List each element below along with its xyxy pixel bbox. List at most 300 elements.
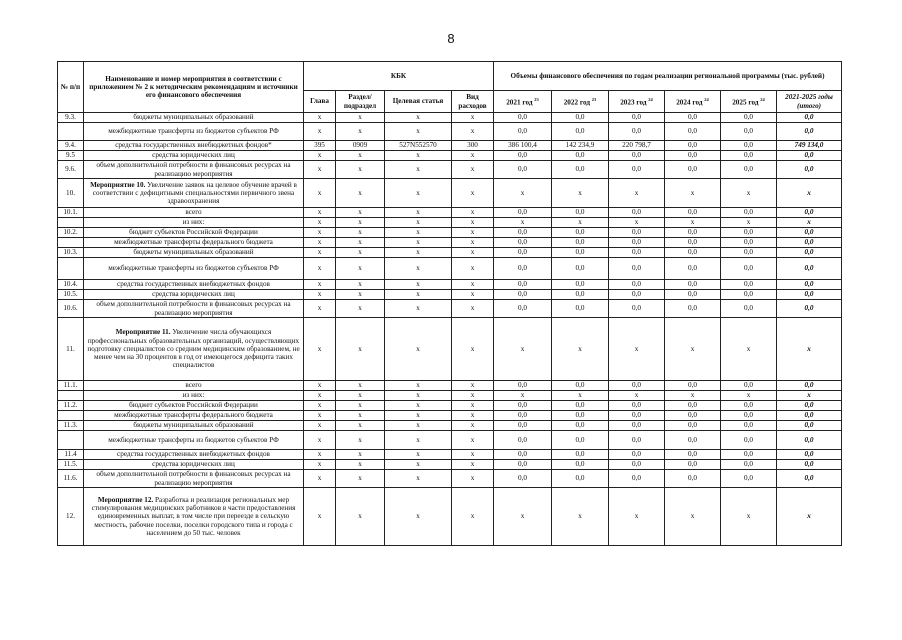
row-number: 11.4: [58, 450, 84, 460]
cell-vid: х: [452, 280, 494, 290]
cell-y2025: 0,0: [721, 238, 777, 248]
row-number: 10.1.: [58, 208, 84, 218]
cell-y2022: 0,0: [552, 151, 609, 161]
header-year-2022: 2022 год $^{23}$: [552, 91, 609, 113]
cell-vid: х: [452, 488, 494, 546]
cell-razdel: х: [336, 151, 385, 161]
cell-glava: 395: [304, 141, 336, 151]
cell-y2022: 0,0: [552, 470, 609, 488]
cell-y2024: 0,0: [665, 280, 721, 290]
header-kbk-razdel: Раздел/ подраздел: [336, 91, 385, 113]
row-name: бюджет субъектов Российской Федерации: [84, 228, 304, 238]
table-row: [58, 411, 842, 421]
table-row: [58, 113, 842, 123]
cell-y2022: х: [552, 318, 609, 381]
cell-y2023: 0,0: [609, 258, 665, 280]
row-number: 11.2.: [58, 401, 84, 411]
row-number: 9.4.: [58, 141, 84, 151]
cell-statya: х: [385, 300, 452, 318]
cell-y2023: 0,0: [609, 411, 665, 421]
table-row: [58, 470, 842, 488]
cell-y2022: 0,0: [552, 280, 609, 290]
cell-vid: х: [452, 381, 494, 391]
cell-razdel: х: [336, 450, 385, 460]
cell-y2021: 0,0: [494, 258, 552, 280]
row-name: межбюджетные трансферты из бюджетов субъектов РФ: [84, 431, 304, 450]
cell-razdel: 0909: [336, 141, 385, 151]
table-row: [58, 460, 842, 470]
table-row: [58, 300, 842, 318]
cell-y2025: 0,0: [721, 113, 777, 123]
cell-y2023: 0,0: [609, 450, 665, 460]
cell-razdel: х: [336, 391, 385, 401]
table-row: [58, 161, 842, 179]
row-number: 10.3.: [58, 248, 84, 258]
cell-total: 0,0: [777, 248, 842, 258]
page-number: 8: [447, 31, 455, 46]
cell-y2025: 0,0: [721, 258, 777, 280]
cell-vid: х: [452, 421, 494, 431]
row-number: [58, 411, 84, 421]
cell-y2022: 0,0: [552, 431, 609, 450]
cell-vid: х: [452, 300, 494, 318]
cell-total: 0,0: [777, 258, 842, 280]
row-name: средства юридических лиц: [84, 460, 304, 470]
cell-glava: х: [304, 318, 336, 381]
table-row: [58, 218, 842, 228]
cell-total: 0,0: [777, 113, 842, 123]
cell-total: 0,0: [777, 421, 842, 431]
row-name: объем дополнительной потребности в финансовых ресурсах на реализацию мероприятия: [84, 161, 304, 179]
cell-total: 0,0: [777, 123, 842, 141]
cell-razdel: х: [336, 248, 385, 258]
cell-total: х: [777, 179, 842, 208]
cell-glava: х: [304, 411, 336, 421]
cell-y2023: 0,0: [609, 381, 665, 391]
cell-y2025: 0,0: [721, 460, 777, 470]
cell-total: х: [777, 488, 842, 546]
cell-y2021: 0,0: [494, 280, 552, 290]
cell-y2023: 0,0: [609, 123, 665, 141]
cell-y2021: 0,0: [494, 248, 552, 258]
cell-vid: х: [452, 290, 494, 300]
cell-y2025: 0,0: [721, 431, 777, 450]
header-kbk-glava: Глава: [304, 91, 336, 113]
header-kbk-statya: Целевая статья: [385, 91, 452, 113]
cell-y2024: х: [665, 391, 721, 401]
footnote-ref: 24: [760, 96, 765, 102]
cell-y2025: х: [721, 488, 777, 546]
cell-vid: х: [452, 161, 494, 179]
cell-total: 0,0: [777, 228, 842, 238]
cell-statya: х: [385, 401, 452, 411]
row-name: из них:: [84, 218, 304, 228]
cell-y2022: 0,0: [552, 123, 609, 141]
cell-y2024: 0,0: [665, 161, 721, 179]
row-name: объем дополнительной потребности в финансовых ресурсах на реализацию мероприятия: [84, 300, 304, 318]
cell-y2025: 0,0: [721, 421, 777, 431]
cell-y2021: 0,0: [494, 208, 552, 218]
cell-razdel: х: [336, 411, 385, 421]
cell-y2022: 0,0: [552, 460, 609, 470]
cell-total: 0,0: [777, 300, 842, 318]
measure-label: Мероприятие 10.: [90, 180, 146, 189]
cell-glava: х: [304, 179, 336, 208]
measure-description: Увеличение числа обучающихся профессиональных образовательных организаций, осуществляющих подготовку специалистов со средним медицинским образованием, не менее чем на 30 процентов в год от имеющегося дефицита таких специалистов: [87, 328, 300, 370]
row-name: всего: [84, 381, 304, 391]
table-row: [58, 258, 842, 280]
cell-glava: х: [304, 228, 336, 238]
cell-y2024: 0,0: [665, 460, 721, 470]
cell-vid: х: [452, 228, 494, 238]
header-year-2025: 2025 год $^{24}$: [721, 91, 777, 113]
cell-vid: х: [452, 123, 494, 141]
cell-razdel: х: [336, 123, 385, 141]
cell-y2021: 0,0: [494, 450, 552, 460]
row-name: бюджеты муниципальных образований: [84, 113, 304, 123]
table-row: [58, 179, 842, 208]
cell-vid: х: [452, 450, 494, 460]
cell-y2024: 0,0: [665, 141, 721, 151]
cell-y2023: 220 798,7: [609, 141, 665, 151]
cell-y2021: х: [494, 218, 552, 228]
cell-total: 0,0: [777, 208, 842, 218]
cell-y2025: 0,0: [721, 151, 777, 161]
row-number: [58, 391, 84, 401]
cell-statya: 527N552570: [385, 141, 452, 151]
cell-glava: х: [304, 488, 336, 546]
cell-y2022: 0,0: [552, 161, 609, 179]
table-row: [58, 248, 842, 258]
cell-glava: х: [304, 161, 336, 179]
table-row: [58, 208, 842, 218]
cell-razdel: х: [336, 300, 385, 318]
cell-vid: х: [452, 411, 494, 421]
cell-razdel: х: [336, 113, 385, 123]
cell-y2021: 0,0: [494, 151, 552, 161]
cell-razdel: х: [336, 381, 385, 391]
row-number: 11.1.: [58, 381, 84, 391]
cell-vid: х: [452, 460, 494, 470]
cell-y2023: 0,0: [609, 151, 665, 161]
cell-y2025: 0,0: [721, 280, 777, 290]
cell-y2021: 0,0: [494, 470, 552, 488]
row-name: средства государственных внебюджетных фондов: [84, 280, 304, 290]
cell-y2024: 0,0: [665, 113, 721, 123]
cell-glava: х: [304, 123, 336, 141]
header-kbk-vid: Вид расходов: [452, 91, 494, 113]
cell-y2021: 0,0: [494, 238, 552, 248]
measure-description: Разработка и реализация региональных мер стимулирования медицинских работников в части предоставления единовременных выплат, в том числе при переезде в сельскую местность, рабочие поселки, поселки городского типа и города с населением до 50 тыс. человек: [91, 495, 296, 537]
header-kbk: КБК: [304, 62, 494, 91]
cell-y2023: х: [609, 391, 665, 401]
cell-total: х: [777, 318, 842, 381]
cell-statya: х: [385, 218, 452, 228]
cell-total: 0,0: [777, 280, 842, 290]
cell-y2024: 0,0: [665, 470, 721, 488]
cell-glava: х: [304, 421, 336, 431]
cell-statya: х: [385, 151, 452, 161]
cell-y2023: 0,0: [609, 228, 665, 238]
cell-total: 0,0: [777, 161, 842, 179]
cell-y2023: 0,0: [609, 470, 665, 488]
cell-y2022: 0,0: [552, 113, 609, 123]
cell-y2025: 0,0: [721, 290, 777, 300]
cell-y2025: 0,0: [721, 300, 777, 318]
row-name: средства юридических лиц: [84, 290, 304, 300]
cell-total: 749 134,0: [777, 141, 842, 151]
row-name: бюджеты муниципальных образований: [84, 421, 304, 431]
cell-y2023: х: [609, 488, 665, 546]
cell-statya: х: [385, 290, 452, 300]
cell-razdel: х: [336, 258, 385, 280]
cell-statya: х: [385, 411, 452, 421]
cell-y2025: х: [721, 318, 777, 381]
cell-y2022: 0,0: [552, 450, 609, 460]
cell-statya: х: [385, 450, 452, 460]
cell-statya: х: [385, 318, 452, 381]
cell-y2025: 0,0: [721, 381, 777, 391]
table-row: [58, 141, 842, 151]
table-row: [58, 228, 842, 238]
row-name: объем дополнительной потребности в финансовых ресурсах на реализацию мероприятия: [84, 470, 304, 488]
cell-glava: х: [304, 151, 336, 161]
cell-y2024: 0,0: [665, 411, 721, 421]
cell-y2023: 0,0: [609, 401, 665, 411]
row-number: 9.6.: [58, 161, 84, 179]
table-row: [58, 290, 842, 300]
row-name: [84, 318, 304, 381]
measure-label: Мероприятие 11.: [115, 328, 171, 337]
cell-y2021: 0,0: [494, 411, 552, 421]
cell-y2025: 0,0: [721, 123, 777, 141]
cell-statya: х: [385, 113, 452, 123]
header-num: № п/п: [58, 62, 84, 113]
row-name: межбюджетные трансферты из бюджетов субъектов РФ: [84, 123, 304, 141]
cell-razdel: х: [336, 318, 385, 381]
cell-total: 0,0: [777, 151, 842, 161]
cell-total: 0,0: [777, 450, 842, 460]
cell-glava: х: [304, 290, 336, 300]
cell-y2023: х: [609, 179, 665, 208]
cell-y2024: х: [665, 218, 721, 228]
cell-y2021: 0,0: [494, 228, 552, 238]
cell-y2025: 0,0: [721, 401, 777, 411]
cell-total: 0,0: [777, 431, 842, 450]
cell-glava: х: [304, 300, 336, 318]
cell-y2024: 0,0: [665, 450, 721, 460]
cell-y2023: 0,0: [609, 290, 665, 300]
row-name: средства юридических лиц: [84, 151, 304, 161]
cell-y2022: 142 234,9: [552, 141, 609, 151]
cell-vid: х: [452, 318, 494, 381]
cell-y2024: 0,0: [665, 238, 721, 248]
row-number: 12.: [58, 488, 84, 546]
row-name: средства государственных внебюджетных фондов*: [84, 141, 304, 151]
cell-vid: х: [452, 151, 494, 161]
cell-statya: х: [385, 431, 452, 450]
cell-y2025: 0,0: [721, 470, 777, 488]
table-row: [58, 381, 842, 391]
budget-table: [57, 61, 842, 546]
cell-y2021: 0,0: [494, 421, 552, 431]
cell-glava: х: [304, 431, 336, 450]
row-name: [84, 179, 304, 208]
cell-total: 0,0: [777, 238, 842, 248]
cell-y2021: 0,0: [494, 161, 552, 179]
cell-y2023: 0,0: [609, 421, 665, 431]
cell-glava: х: [304, 470, 336, 488]
cell-vid: х: [452, 470, 494, 488]
row-number: 10.6.: [58, 300, 84, 318]
cell-y2021: 0,0: [494, 401, 552, 411]
cell-y2024: х: [665, 318, 721, 381]
cell-vid: х: [452, 258, 494, 280]
row-number: 9.5: [58, 151, 84, 161]
cell-y2024: 0,0: [665, 381, 721, 391]
cell-glava: х: [304, 460, 336, 470]
cell-y2022: 0,0: [552, 258, 609, 280]
cell-y2022: 0,0: [552, 411, 609, 421]
table-row: [58, 488, 842, 546]
cell-total: 0,0: [777, 290, 842, 300]
row-number: 11.5.: [58, 460, 84, 470]
cell-y2022: х: [552, 218, 609, 228]
cell-y2025: 0,0: [721, 248, 777, 258]
cell-y2023: 0,0: [609, 238, 665, 248]
table-row: [58, 238, 842, 248]
row-number: 10.: [58, 179, 84, 208]
cell-y2023: 0,0: [609, 300, 665, 318]
cell-glava: х: [304, 401, 336, 411]
table-row: [58, 431, 842, 450]
cell-y2023: 0,0: [609, 460, 665, 470]
row-name: бюджет субъектов Российской Федерации: [84, 401, 304, 411]
header-year-2024: 2024 год $^{24}$: [665, 91, 721, 113]
cell-y2022: 0,0: [552, 381, 609, 391]
cell-y2025: 0,0: [721, 161, 777, 179]
cell-razdel: х: [336, 421, 385, 431]
cell-vid: х: [452, 401, 494, 411]
cell-y2021: х: [494, 318, 552, 381]
cell-y2022: 0,0: [552, 208, 609, 218]
cell-y2024: 0,0: [665, 258, 721, 280]
header-year-2023: 2023 год $^{24}$: [609, 91, 665, 113]
cell-razdel: х: [336, 290, 385, 300]
cell-y2025: х: [721, 179, 777, 208]
cell-total: х: [777, 391, 842, 401]
row-name: межбюджетные трансферты федерального бюджета: [84, 411, 304, 421]
table-row: [58, 450, 842, 460]
cell-statya: х: [385, 280, 452, 290]
table-row: [58, 318, 842, 381]
cell-vid: 300: [452, 141, 494, 151]
cell-y2021: х: [494, 488, 552, 546]
cell-razdel: х: [336, 161, 385, 179]
cell-statya: х: [385, 391, 452, 401]
cell-razdel: х: [336, 238, 385, 248]
cell-y2024: 0,0: [665, 208, 721, 218]
cell-y2023: 0,0: [609, 280, 665, 290]
cell-vid: х: [452, 431, 494, 450]
cell-y2024: 0,0: [665, 248, 721, 258]
table-body: [58, 113, 842, 546]
row-number: 9.3.: [58, 113, 84, 123]
row-name: бюджеты муниципальных образований: [84, 248, 304, 258]
cell-statya: х: [385, 258, 452, 280]
row-number: 11.3.: [58, 421, 84, 431]
header-name: Наименование и номер мероприятия в соответствии с приложением № 2 к методическим рекомендациям и источники его финансового обеспечения: [84, 62, 304, 113]
cell-razdel: х: [336, 488, 385, 546]
table-row: [58, 421, 842, 431]
table-row: [58, 123, 842, 141]
cell-statya: х: [385, 208, 452, 218]
cell-glava: х: [304, 238, 336, 248]
cell-razdel: х: [336, 431, 385, 450]
cell-y2024: 0,0: [665, 401, 721, 411]
row-name: [84, 488, 304, 546]
cell-y2021: 0,0: [494, 290, 552, 300]
cell-y2022: х: [552, 488, 609, 546]
row-number: 11.6.: [58, 470, 84, 488]
cell-statya: х: [385, 460, 452, 470]
cell-total: 0,0: [777, 470, 842, 488]
cell-y2021: 0,0: [494, 300, 552, 318]
header-year-2021: 2021 год $^{23}$: [494, 91, 552, 113]
row-number: 10.4.: [58, 280, 84, 290]
row-name: всего: [84, 208, 304, 218]
cell-y2024: 0,0: [665, 421, 721, 431]
cell-total: 0,0: [777, 460, 842, 470]
cell-total: 0,0: [777, 411, 842, 421]
cell-y2024: 0,0: [665, 123, 721, 141]
cell-y2024: х: [665, 179, 721, 208]
row-number: 11.: [58, 318, 84, 381]
cell-glava: х: [304, 280, 336, 290]
cell-glava: х: [304, 248, 336, 258]
row-name: средства государственных внебюджетных фондов: [84, 450, 304, 460]
cell-vid: х: [452, 391, 494, 401]
cell-glava: х: [304, 113, 336, 123]
cell-y2021: 0,0: [494, 431, 552, 450]
table-header: [58, 62, 842, 113]
cell-y2023: 0,0: [609, 248, 665, 258]
cell-statya: х: [385, 228, 452, 238]
table-row: [58, 280, 842, 290]
cell-glava: х: [304, 391, 336, 401]
cell-y2021: х: [494, 179, 552, 208]
measure-label: Мероприятие 12.: [97, 495, 154, 504]
row-number: 10.2.: [58, 228, 84, 238]
cell-glava: х: [304, 450, 336, 460]
row-number: [58, 123, 84, 141]
measure-description: Увеличение заявок на целевое обучение врачей в соответствии с дефицитными специальностями первичного звена здравоохранения: [92, 180, 297, 206]
cell-razdel: х: [336, 460, 385, 470]
cell-glava: х: [304, 381, 336, 391]
table-row: [58, 151, 842, 161]
cell-total: 0,0: [777, 401, 842, 411]
cell-statya: х: [385, 488, 452, 546]
cell-vid: х: [452, 238, 494, 248]
cell-razdel: х: [336, 280, 385, 290]
cell-y2021: х: [494, 391, 552, 401]
cell-vid: х: [452, 218, 494, 228]
cell-razdel: х: [336, 401, 385, 411]
cell-statya: х: [385, 161, 452, 179]
cell-y2025: х: [721, 218, 777, 228]
footnote-ref: 23: [534, 96, 539, 102]
cell-statya: х: [385, 381, 452, 391]
